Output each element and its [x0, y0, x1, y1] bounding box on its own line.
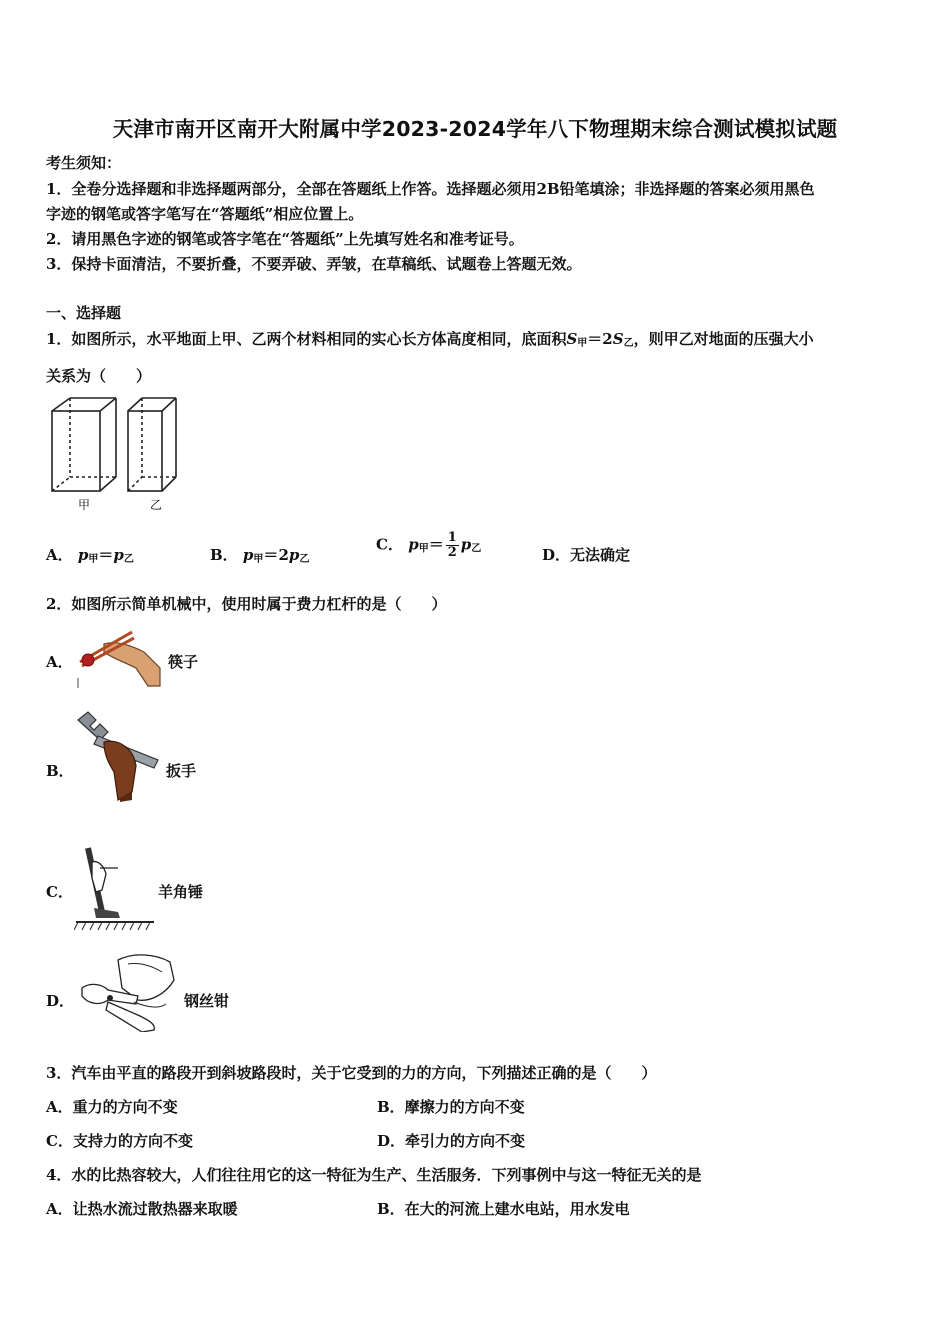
q4-option-a[interactable]: A．让热水流过散热器来取暖	[46, 1200, 238, 1218]
q1-option-d[interactable]	[542, 544, 630, 565]
q1-b-sub2: 乙	[299, 554, 310, 565]
q1-option-a[interactable]	[46, 544, 134, 565]
q1-c-p1: p	[408, 535, 419, 554]
q2-option-c-label[interactable]: C．	[46, 883, 73, 901]
q3-stem: 3．汽车由平直的路段开到斜坡路段时，关于它受到的力的方向，下列描述正确的是（ ）	[46, 1064, 657, 1082]
notice-item-1-line-1: 1．全卷分选择题和非选择题两部分，全部在答题纸上作答。选择题必须用2B铅笔填涂；非选择题的答案必须用黑色	[46, 180, 815, 198]
q1-stem-line-1	[46, 328, 814, 349]
box-jia	[52, 398, 116, 491]
q4-stem: 4．水的比热容较大，人们往往用它的这一特征为生产、生活服务．下列事例中与这一特征无关的是	[46, 1166, 702, 1184]
q1-option-c-label: C．	[376, 535, 403, 554]
q2-stem: 2．如图所示简单机械中，使用时属于费力杠杆的是（ ）	[46, 595, 447, 613]
q1-c-eq: ＝	[428, 535, 444, 554]
q1-fig-label-yi: 乙	[150, 498, 163, 512]
q3-option-c[interactable]: C．支持力的方向不变	[46, 1132, 193, 1150]
q1-sub-jia: 甲	[577, 338, 588, 349]
q1-equals-two: ＝2	[587, 330, 613, 348]
q1-a-p2: p	[113, 546, 124, 564]
q3-option-d[interactable]: D．牵引力的方向不变	[377, 1132, 526, 1150]
q1-c-p2: p	[460, 535, 472, 554]
box-yi	[128, 398, 176, 491]
q2-option-c-text: 羊角锤	[158, 883, 204, 901]
q1-a-eq: ＝	[98, 546, 114, 564]
q1-c-frac-num: 1	[447, 530, 457, 545]
q1-figure	[46, 393, 186, 513]
q1-option-c[interactable]	[376, 531, 481, 560]
page-title: 天津市南开区南开大附属中学2023-2024学年八下物理期末综合测试模拟试题	[112, 117, 838, 141]
q2-option-b-label[interactable]: B．	[46, 762, 74, 780]
q1-b-p1: p	[242, 546, 254, 564]
q1-a-sub2: 乙	[123, 554, 134, 565]
q1-b-eq: ＝	[263, 546, 279, 564]
q1-c-frac-den: 2	[447, 545, 457, 560]
notice-heading: 考生须知：	[46, 154, 122, 172]
q1-option-d-label: D．	[542, 546, 571, 564]
section-heading: 一、选择题	[46, 304, 122, 322]
q1-c-fraction	[446, 531, 459, 560]
q1-area-symbol: S	[566, 330, 578, 348]
q1-fig-label-jia: 甲	[78, 498, 91, 512]
q1-sub-yi: 乙	[623, 338, 634, 349]
q1-a-sub1: 甲	[88, 554, 99, 565]
q1-b-sub1: 甲	[253, 554, 264, 565]
q1-stem-line-2: 关系为（ ）	[46, 367, 152, 385]
q2-option-a-label[interactable]: A．	[46, 653, 73, 671]
wrench-image	[74, 710, 164, 802]
q1-a-p1: p	[77, 546, 89, 564]
q3-option-b[interactable]: B．摩擦力的方向不变	[377, 1098, 525, 1116]
q4-option-b[interactable]: B．在大的河流上建水电站，用水发电	[377, 1200, 630, 1218]
q1-b-two: 2	[278, 546, 289, 564]
pliers-image	[78, 946, 178, 1032]
chopsticks-image	[74, 622, 166, 688]
q1-area-symbol-2: S	[612, 330, 624, 348]
claw-hammer-image	[74, 842, 156, 936]
q2-option-d-text: 钢丝钳	[184, 992, 230, 1010]
q1-option-b-label: B．	[210, 546, 238, 564]
q1-c-sub2: 乙	[471, 543, 482, 555]
q2-option-b-text: 扳手	[166, 762, 197, 780]
notice-item-1-line-2: 字迹的钢笔或答字笔写在“答题纸”相应位置上。	[46, 205, 364, 223]
q1-option-b[interactable]	[210, 544, 309, 565]
q1-stem-pre: 1．如图所示，水平地面上甲、乙两个材料相同的实心长方体高度相同，底面积	[46, 330, 567, 348]
notice-item-2: 2．请用黑色字迹的钢笔或答字笔在“答题纸”上先填写姓名和准考证号。	[46, 230, 524, 248]
q1-stem-post: ，则甲乙对地面的压强大小	[633, 330, 814, 348]
q3-option-a[interactable]: A．重力的方向不变	[46, 1098, 178, 1116]
q2-option-d-label[interactable]: D．	[46, 992, 75, 1010]
q1-option-a-label: A．	[46, 546, 73, 564]
q2-option-a-text: 筷子	[168, 653, 199, 671]
notice-item-3: 3．保持卡面清洁，不要折叠，不要弄破、弄皱，在草稿纸、试题卷上答题无效。	[46, 255, 582, 273]
q1-c-sub1: 甲	[418, 543, 429, 555]
q1-b-p2: p	[288, 546, 300, 564]
q1-option-d-text: 无法确定	[570, 546, 631, 564]
